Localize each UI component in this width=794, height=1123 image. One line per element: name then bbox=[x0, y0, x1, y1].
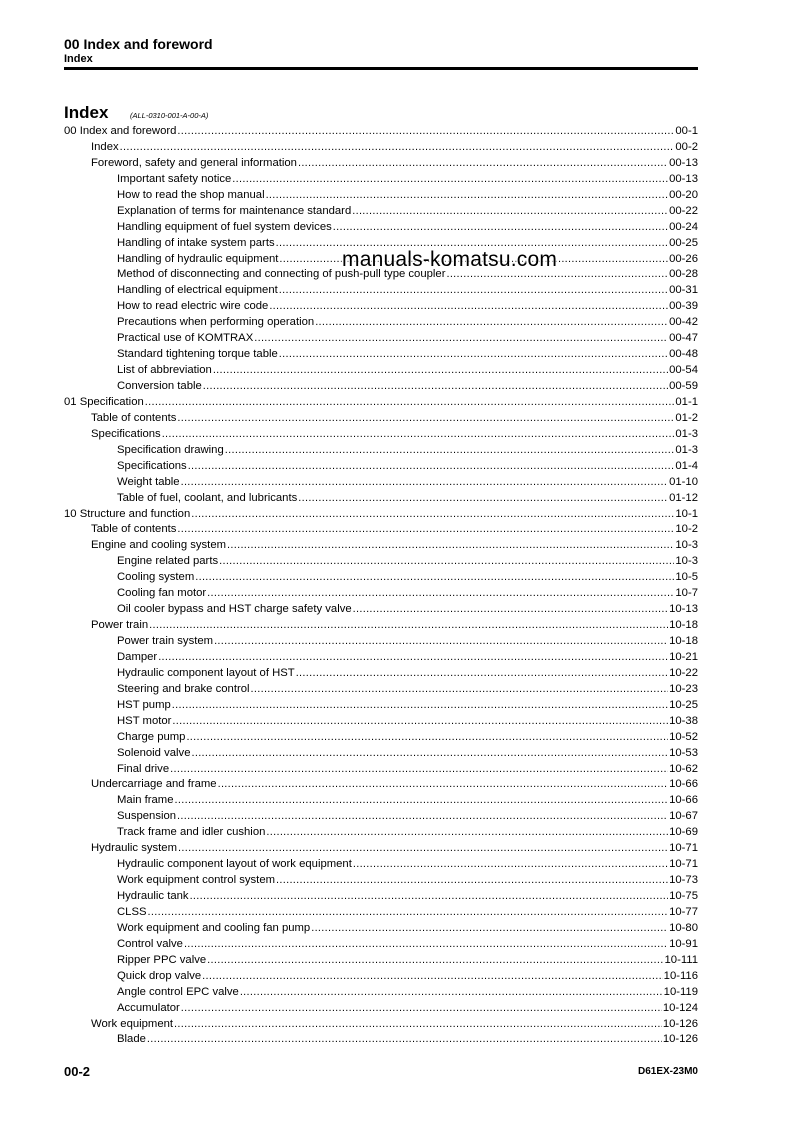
toc-entry-page: 10-119 bbox=[663, 985, 698, 998]
toc-entry-title: Hydraulic component layout of work equipment bbox=[117, 858, 352, 871]
toc-entry-page: 10-13 bbox=[669, 603, 698, 616]
toc-entry-title: Handling of hydraulic equipment bbox=[117, 252, 279, 265]
dot-leader bbox=[240, 985, 663, 1001]
toc-entry[interactable] bbox=[64, 889, 698, 905]
toc-entry[interactable] bbox=[64, 746, 698, 762]
toc-entry[interactable] bbox=[64, 586, 698, 602]
toc-entry-title: Track frame and idler cushion bbox=[117, 826, 266, 839]
toc-entry-title: Specifications bbox=[91, 427, 161, 440]
dot-leader bbox=[188, 459, 675, 475]
toc-entry[interactable] bbox=[64, 730, 698, 746]
toc-entry-page: 01-10 bbox=[669, 475, 698, 488]
toc-entry-title: Important safety notice bbox=[117, 172, 232, 185]
dot-leader bbox=[158, 650, 668, 666]
dot-leader bbox=[296, 666, 668, 682]
dot-leader bbox=[172, 714, 668, 730]
toc-entry-title: Table of contents bbox=[91, 411, 177, 424]
watermark: manuals-komatsu.com bbox=[342, 248, 558, 271]
toc-entry-title: Index bbox=[91, 140, 119, 153]
toc-entry-page: 00-2 bbox=[675, 140, 698, 153]
toc-entry-title: Cooling system bbox=[117, 571, 195, 584]
toc-entry-page: 10-66 bbox=[669, 778, 698, 791]
toc-entry[interactable] bbox=[64, 873, 698, 889]
toc-entry-title: Suspension bbox=[117, 810, 177, 823]
dot-leader bbox=[298, 491, 668, 507]
toc-entry-title: Accumulator bbox=[117, 1001, 180, 1014]
toc-entry-title: How to read electric wire code bbox=[117, 300, 269, 313]
toc-entry-title: Method of disconnecting and connecting of push-pull type coupler bbox=[117, 268, 446, 281]
toc-entry-page: 10-18 bbox=[669, 619, 698, 632]
toc-entry-title: Foreword, safety and general information bbox=[91, 156, 297, 169]
dot-leader bbox=[172, 698, 668, 714]
toc-entry[interactable] bbox=[64, 491, 698, 507]
toc-entry[interactable] bbox=[64, 698, 698, 714]
toc-entry-title: Weight table bbox=[117, 475, 180, 488]
dot-leader bbox=[177, 411, 674, 427]
dot-leader bbox=[333, 220, 668, 236]
toc-entry-page: 01-1 bbox=[675, 395, 698, 408]
toc-entry-page: 10-73 bbox=[669, 874, 698, 887]
toc-entry[interactable] bbox=[64, 841, 698, 857]
dot-leader bbox=[191, 746, 668, 762]
toc-entry[interactable] bbox=[64, 522, 698, 538]
toc-entry[interactable] bbox=[64, 507, 698, 523]
toc-entry[interactable] bbox=[64, 714, 698, 730]
toc-entry[interactable] bbox=[64, 299, 698, 315]
toc-entry-title: 01 Specification bbox=[64, 395, 144, 408]
toc-entry[interactable] bbox=[64, 1032, 698, 1048]
dot-leader bbox=[174, 1017, 662, 1033]
toc-entry-title: Hydraulic system bbox=[91, 842, 178, 855]
toc-entry-title: Handling of intake system parts bbox=[117, 236, 275, 249]
toc-entry-title: 00 Index and foreword bbox=[64, 125, 177, 137]
toc-entry-title: HST pump bbox=[117, 698, 171, 711]
toc-entry-title: Angle control EPC valve bbox=[117, 985, 239, 998]
toc-entry-page: 01-3 bbox=[675, 427, 698, 440]
toc-entry-page: 10-69 bbox=[669, 826, 698, 839]
toc-entry[interactable] bbox=[64, 937, 698, 953]
toc-entry[interactable] bbox=[64, 188, 698, 204]
toc-entry[interactable] bbox=[64, 554, 698, 570]
toc-entry-title: Steering and brake control bbox=[117, 682, 250, 695]
toc-entry-page: 10-111 bbox=[664, 953, 698, 966]
toc-entry-page: 00-1 bbox=[675, 125, 698, 137]
toc-entry-page: 10-67 bbox=[669, 810, 698, 823]
toc-entry-title: Charge pump bbox=[117, 730, 186, 743]
toc-entry-title: Main frame bbox=[117, 794, 174, 807]
dot-leader bbox=[149, 618, 668, 634]
dot-leader bbox=[202, 969, 663, 985]
toc-entry-title: CLSS bbox=[117, 905, 147, 918]
toc-entry-page: 10-126 bbox=[662, 1033, 698, 1046]
toc-entry[interactable] bbox=[64, 602, 698, 618]
toc-entry-page: 00-22 bbox=[669, 204, 698, 217]
dot-leader bbox=[227, 538, 674, 554]
toc-entry-title: Work equipment bbox=[91, 1017, 174, 1030]
toc-entry-page: 00-54 bbox=[669, 364, 698, 377]
dot-leader bbox=[181, 475, 669, 491]
toc-entry-page: 00-31 bbox=[669, 284, 698, 297]
toc-entry-page: 10-126 bbox=[662, 1017, 698, 1030]
dot-leader bbox=[311, 921, 668, 937]
toc-entry-title: Ripper PPC valve bbox=[117, 953, 207, 966]
toc-entry-page: 10-52 bbox=[669, 730, 698, 743]
toc-entry[interactable] bbox=[64, 443, 698, 459]
toc-entry-page: 10-75 bbox=[669, 890, 698, 902]
toc-entry-title: Engine related parts bbox=[117, 555, 219, 568]
toc-entry-page: 00-25 bbox=[669, 236, 698, 249]
footer-model-code: D61EX-23M0 bbox=[637, 1066, 698, 1077]
toc-entry-page: 00-47 bbox=[669, 332, 698, 345]
dot-leader bbox=[145, 395, 675, 411]
toc-entry-title: Hydraulic component layout of HST bbox=[117, 666, 295, 679]
footer-page-number: 00-2 bbox=[64, 1064, 91, 1079]
toc-entry[interactable] bbox=[64, 427, 698, 443]
toc-entry-page: 01-4 bbox=[675, 459, 698, 472]
toc-entry-page: 00-26 bbox=[669, 252, 698, 265]
toc-entry[interactable] bbox=[64, 618, 698, 634]
toc-entry[interactable] bbox=[64, 825, 698, 841]
toc-entry-page: 00-24 bbox=[669, 220, 698, 233]
dot-leader bbox=[207, 586, 674, 602]
toc-entry[interactable] bbox=[64, 1001, 698, 1017]
toc-entry[interactable] bbox=[64, 682, 698, 698]
dot-leader bbox=[266, 188, 669, 204]
toc-entry[interactable] bbox=[64, 459, 698, 475]
toc-entry-page: 00-39 bbox=[669, 300, 698, 313]
dot-leader bbox=[195, 570, 674, 586]
toc-entry-page: 10-25 bbox=[669, 698, 698, 711]
dot-leader bbox=[170, 762, 668, 778]
toc-entry-page: 00-13 bbox=[669, 172, 698, 185]
toc-entry-page: 10-71 bbox=[669, 858, 698, 871]
toc-entry-title: List of abbreviation bbox=[117, 364, 212, 377]
toc-entry-title: Solenoid valve bbox=[117, 746, 191, 759]
toc-entry-page: 10-1 bbox=[675, 507, 698, 520]
toc-entry-page: 00-59 bbox=[669, 380, 698, 392]
toc-entry-title: How to read the shop manual bbox=[117, 188, 265, 201]
toc-entry-page: 10-53 bbox=[669, 746, 698, 759]
dot-leader bbox=[266, 825, 668, 841]
toc-entry[interactable] bbox=[64, 666, 698, 682]
toc-entry-title: Explanation of terms for maintenance standard bbox=[117, 204, 352, 217]
toc-entry-title: Standard tightening torque table bbox=[117, 348, 278, 361]
toc-entry[interactable] bbox=[64, 363, 698, 379]
dot-leader bbox=[120, 140, 675, 156]
dot-leader bbox=[352, 204, 668, 220]
toc-entry[interactable] bbox=[64, 411, 698, 427]
index-heading: Index bbox=[64, 103, 109, 122]
toc-entry-page: 10-124 bbox=[662, 1001, 698, 1014]
page-header-subtitle: Index bbox=[64, 53, 93, 65]
toc-entry-page: 10-23 bbox=[669, 682, 698, 695]
toc-entry[interactable] bbox=[64, 857, 698, 873]
toc-entry-title: Cooling fan motor bbox=[117, 587, 207, 600]
toc-entry-page: 10-2 bbox=[675, 523, 698, 536]
index-reference-code: (ALL-0310-001-A-00-A) bbox=[130, 111, 209, 120]
toc-entry[interactable] bbox=[64, 172, 698, 188]
toc-entry-title: Work equipment control system bbox=[117, 874, 276, 887]
toc-entry-page: 00-13 bbox=[669, 156, 698, 169]
toc-entry-title: Engine and cooling system bbox=[91, 539, 227, 552]
toc-entry-page: 10-91 bbox=[669, 937, 698, 950]
toc-entry-page: 10-5 bbox=[675, 571, 698, 584]
dot-leader bbox=[279, 283, 668, 299]
toc-entry-page: 10-3 bbox=[675, 539, 698, 552]
toc-entry[interactable] bbox=[64, 347, 698, 363]
toc-entry-title: Damper bbox=[117, 650, 158, 663]
toc-entry-page: 10-22 bbox=[669, 666, 698, 679]
toc-entry-page: 10-66 bbox=[669, 794, 698, 807]
toc-entry-title: Table of fuel, coolant, and lubricants bbox=[117, 491, 298, 504]
toc-entry-title: Final drive bbox=[117, 762, 170, 775]
toc-entry[interactable] bbox=[64, 395, 698, 411]
toc-entry-title: Specifications bbox=[117, 459, 187, 472]
toc-entry[interactable] bbox=[64, 793, 698, 809]
toc-entry[interactable] bbox=[64, 331, 698, 347]
dot-leader bbox=[147, 1032, 662, 1048]
toc-entry-title: Specification drawing bbox=[117, 443, 224, 456]
dot-leader bbox=[203, 379, 668, 395]
toc-entry-title: Work equipment and cooling fan pump bbox=[117, 921, 311, 934]
dot-leader bbox=[177, 124, 674, 140]
toc-entry-title: Precautions when performing operation bbox=[117, 316, 315, 329]
header-rule bbox=[64, 67, 698, 70]
toc-entry[interactable] bbox=[64, 905, 698, 921]
toc-entry[interactable] bbox=[64, 538, 698, 554]
toc-entry-page: 00-48 bbox=[669, 348, 698, 361]
toc-entry[interactable] bbox=[64, 650, 698, 666]
toc-entry-title: Power train bbox=[91, 619, 149, 632]
toc-entry-page: 10-77 bbox=[669, 905, 698, 918]
toc-entry-page: 10-80 bbox=[669, 921, 698, 934]
toc-entry-title: Blade bbox=[117, 1033, 146, 1046]
toc-entry-title: Oil cooler bypass and HST charge safety valve bbox=[117, 603, 352, 616]
toc-entry-page: 10-21 bbox=[669, 650, 698, 663]
page-header-title: 00 Index and foreword bbox=[64, 36, 213, 52]
toc-entry[interactable] bbox=[64, 969, 698, 985]
toc-entry-title: Quick drop valve bbox=[117, 969, 202, 982]
toc-entry[interactable] bbox=[64, 1017, 698, 1033]
toc-entry[interactable] bbox=[64, 283, 698, 299]
dot-leader bbox=[353, 602, 668, 618]
dot-leader bbox=[184, 937, 668, 953]
toc-entry[interactable] bbox=[64, 921, 698, 937]
toc-entry[interactable] bbox=[64, 156, 698, 172]
toc-entry-page: 00-28 bbox=[669, 268, 698, 281]
toc-entry-title: Practical use of KOMTRAX bbox=[117, 332, 254, 345]
toc-entry-page: 10-71 bbox=[669, 842, 698, 855]
dot-leader bbox=[254, 331, 668, 347]
toc-entry-page: 01-3 bbox=[675, 443, 698, 456]
toc-entry-title: Handling of electrical equipment bbox=[117, 284, 278, 297]
dot-leader bbox=[315, 315, 668, 331]
toc-entry[interactable] bbox=[64, 985, 698, 1001]
toc-entry-title: Conversion table bbox=[117, 380, 202, 392]
toc-entry-title: 10 Structure and function bbox=[64, 507, 191, 520]
toc-entry-page: 01-2 bbox=[675, 411, 698, 424]
toc-entry-page: 10-3 bbox=[675, 555, 698, 568]
dot-leader bbox=[276, 873, 668, 889]
toc-entry[interactable] bbox=[64, 953, 698, 969]
toc-entry[interactable] bbox=[64, 570, 698, 586]
toc-entry[interactable] bbox=[64, 777, 698, 793]
toc-entry-title: Table of contents bbox=[91, 523, 177, 536]
toc-entry[interactable] bbox=[64, 124, 698, 140]
toc-entry-page: 01-12 bbox=[669, 491, 698, 504]
toc-entry-title: Power train system bbox=[117, 635, 214, 647]
toc-entry-page: 10-38 bbox=[669, 714, 698, 727]
dot-leader bbox=[232, 172, 668, 188]
dot-leader bbox=[190, 889, 669, 905]
dot-leader bbox=[298, 156, 668, 172]
dot-leader bbox=[251, 682, 669, 698]
toc-entry[interactable] bbox=[64, 762, 698, 778]
dot-leader bbox=[186, 730, 668, 746]
dot-leader bbox=[353, 857, 668, 873]
dot-leader bbox=[218, 777, 669, 793]
dot-leader bbox=[213, 363, 668, 379]
toc-entry-title: Handling equipment of fuel system devices bbox=[117, 220, 332, 233]
dot-leader bbox=[269, 299, 668, 315]
dot-leader bbox=[279, 347, 668, 363]
toc-entry[interactable] bbox=[64, 315, 698, 331]
toc-entry[interactable] bbox=[64, 634, 698, 650]
dot-leader bbox=[175, 793, 669, 809]
toc-entry-page: 10-62 bbox=[669, 762, 698, 775]
dot-leader bbox=[219, 554, 674, 570]
toc-entry-title: Hydraulic tank bbox=[117, 890, 189, 902]
dot-leader bbox=[162, 427, 675, 443]
toc-entry[interactable] bbox=[64, 204, 698, 220]
dot-leader bbox=[214, 634, 668, 650]
toc-entry-page: 10-116 bbox=[663, 969, 698, 982]
toc-entry[interactable] bbox=[64, 140, 698, 156]
toc-entry-page: 00-20 bbox=[669, 188, 698, 201]
dot-leader bbox=[207, 953, 663, 969]
toc-entry-page: 00-42 bbox=[669, 316, 698, 329]
dot-leader bbox=[191, 507, 674, 523]
dot-leader bbox=[181, 1001, 662, 1017]
toc-entry-title: Undercarriage and frame bbox=[91, 778, 217, 791]
dot-leader bbox=[177, 809, 668, 825]
toc-entry[interactable] bbox=[64, 809, 698, 825]
toc-entry[interactable] bbox=[64, 379, 698, 395]
toc-entry-title: Control valve bbox=[117, 937, 183, 950]
dot-leader bbox=[178, 841, 668, 857]
dot-leader bbox=[148, 905, 669, 921]
dot-leader bbox=[225, 443, 675, 459]
toc-entry-title: HST motor bbox=[117, 714, 172, 727]
toc-entry-page: 10-18 bbox=[669, 635, 698, 647]
dot-leader bbox=[177, 522, 674, 538]
toc-entry[interactable] bbox=[64, 475, 698, 491]
toc-entry[interactable] bbox=[64, 220, 698, 236]
toc-entry-page: 10-7 bbox=[675, 587, 698, 600]
